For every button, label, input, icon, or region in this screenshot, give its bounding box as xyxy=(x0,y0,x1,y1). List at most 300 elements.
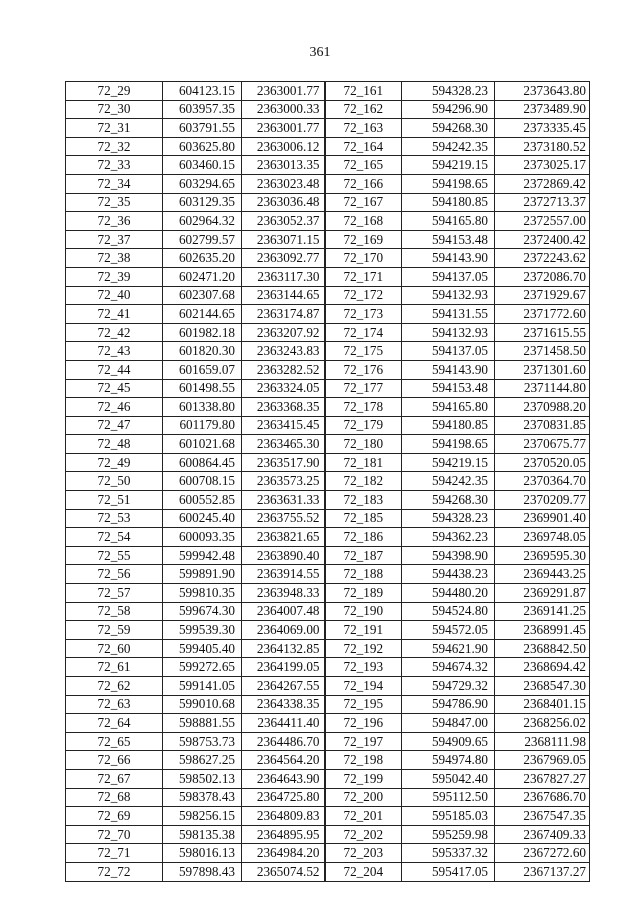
northing-left: 2363821.65 xyxy=(242,528,325,547)
point-id-right: 72_177 xyxy=(325,379,402,398)
point-id-right: 72_181 xyxy=(325,453,402,472)
point-id-left: 72_72 xyxy=(66,862,163,881)
easting-right: 594153.48 xyxy=(402,230,495,249)
easting-left: 600093.35 xyxy=(163,528,242,547)
table-row xyxy=(66,751,590,770)
point-id-left: 72_62 xyxy=(66,677,163,696)
easting-right: 594219.15 xyxy=(402,453,495,472)
northing-right: 2371458.50 xyxy=(495,342,590,361)
table-row xyxy=(66,137,590,156)
easting-left: 599891.90 xyxy=(163,565,242,584)
table-row xyxy=(66,807,590,826)
easting-left: 598016.13 xyxy=(163,844,242,863)
point-id-right: 72_202 xyxy=(325,825,402,844)
northing-left: 2363890.40 xyxy=(242,546,325,565)
table-row xyxy=(66,509,590,528)
northing-left: 2363092.77 xyxy=(242,249,325,268)
table-row xyxy=(66,398,590,417)
table-row xyxy=(66,714,590,733)
northing-left: 2364199.05 xyxy=(242,658,325,677)
point-id-left: 72_31 xyxy=(66,119,163,138)
point-id-right: 72_188 xyxy=(325,565,402,584)
point-id-right: 72_172 xyxy=(325,286,402,305)
northing-left: 2363052.37 xyxy=(242,212,325,231)
point-id-right: 72_194 xyxy=(325,677,402,696)
easting-left: 602799.57 xyxy=(163,230,242,249)
point-id-left: 72_46 xyxy=(66,398,163,417)
point-id-left: 72_41 xyxy=(66,305,163,324)
easting-left: 602471.20 xyxy=(163,267,242,286)
page-number: 361 xyxy=(309,45,331,60)
northing-left: 2364895.95 xyxy=(242,825,325,844)
easting-right: 594909.65 xyxy=(402,732,495,751)
northing-right: 2372086.70 xyxy=(495,267,590,286)
easting-right: 594132.93 xyxy=(402,286,495,305)
northing-right: 2373180.52 xyxy=(495,137,590,156)
northing-right: 2371615.55 xyxy=(495,323,590,342)
point-id-left: 72_60 xyxy=(66,639,163,658)
point-id-left: 72_44 xyxy=(66,360,163,379)
northing-right: 2371301.60 xyxy=(495,360,590,379)
point-id-left: 72_58 xyxy=(66,602,163,621)
northing-left: 2364564.20 xyxy=(242,751,325,770)
coordinate-table-body xyxy=(66,82,590,882)
northing-left: 2363415.45 xyxy=(242,416,325,435)
easting-right: 594268.30 xyxy=(402,491,495,510)
easting-left: 600552.85 xyxy=(163,491,242,510)
table-row xyxy=(66,621,590,640)
easting-right: 594398.90 xyxy=(402,546,495,565)
easting-left: 599141.05 xyxy=(163,677,242,696)
northing-right: 2373025.17 xyxy=(495,156,590,175)
table-row xyxy=(66,472,590,491)
northing-left: 2363243.83 xyxy=(242,342,325,361)
table-row xyxy=(66,119,590,138)
point-id-left: 72_29 xyxy=(66,82,163,101)
easting-right: 594242.35 xyxy=(402,137,495,156)
northing-right: 2371144.80 xyxy=(495,379,590,398)
point-id-left: 72_30 xyxy=(66,100,163,119)
northing-left: 2363013.35 xyxy=(242,156,325,175)
easting-right: 594480.20 xyxy=(402,584,495,603)
easting-left: 599674.30 xyxy=(163,602,242,621)
point-id-right: 72_193 xyxy=(325,658,402,677)
table-row xyxy=(66,286,590,305)
easting-right: 595185.03 xyxy=(402,807,495,826)
table-row xyxy=(66,323,590,342)
northing-left: 2363001.77 xyxy=(242,119,325,138)
table-row xyxy=(66,416,590,435)
table-row xyxy=(66,677,590,696)
northing-right: 2369291.87 xyxy=(495,584,590,603)
point-id-left: 72_35 xyxy=(66,193,163,212)
point-id-right: 72_170 xyxy=(325,249,402,268)
table-row xyxy=(66,174,590,193)
table-row xyxy=(66,100,590,119)
point-id-left: 72_70 xyxy=(66,825,163,844)
easting-right: 594198.65 xyxy=(402,435,495,454)
easting-left: 601659.07 xyxy=(163,360,242,379)
easting-left: 600245.40 xyxy=(163,509,242,528)
easting-left: 598502.13 xyxy=(163,769,242,788)
table-row xyxy=(66,825,590,844)
point-id-right: 72_180 xyxy=(325,435,402,454)
easting-left: 603294.65 xyxy=(163,174,242,193)
table-row xyxy=(66,788,590,807)
coordinate-table xyxy=(65,81,590,882)
northing-right: 2372713.37 xyxy=(495,193,590,212)
northing-left: 2363914.55 xyxy=(242,565,325,584)
easting-right: 594219.15 xyxy=(402,156,495,175)
table-row xyxy=(66,546,590,565)
point-id-left: 72_37 xyxy=(66,230,163,249)
northing-left: 2364267.55 xyxy=(242,677,325,696)
easting-right: 594165.80 xyxy=(402,212,495,231)
northing-right: 2372869.42 xyxy=(495,174,590,193)
easting-left: 602964.32 xyxy=(163,212,242,231)
easting-right: 594137.05 xyxy=(402,267,495,286)
northing-right: 2368991.45 xyxy=(495,621,590,640)
table-row xyxy=(66,565,590,584)
point-id-right: 72_196 xyxy=(325,714,402,733)
northing-right: 2369595.30 xyxy=(495,546,590,565)
point-id-left: 72_67 xyxy=(66,769,163,788)
easting-left: 598881.55 xyxy=(163,714,242,733)
table-row xyxy=(66,528,590,547)
northing-left: 2363631.33 xyxy=(242,491,325,510)
northing-left: 2363282.52 xyxy=(242,360,325,379)
point-id-left: 72_47 xyxy=(66,416,163,435)
easting-left: 602307.68 xyxy=(163,286,242,305)
table-row xyxy=(66,453,590,472)
point-id-right: 72_186 xyxy=(325,528,402,547)
table-row xyxy=(66,305,590,324)
northing-right: 2370675.77 xyxy=(495,435,590,454)
easting-right: 594786.90 xyxy=(402,695,495,714)
easting-left: 601179.80 xyxy=(163,416,242,435)
table-row xyxy=(66,491,590,510)
point-id-right: 72_190 xyxy=(325,602,402,621)
point-id-right: 72_169 xyxy=(325,230,402,249)
point-id-right: 72_183 xyxy=(325,491,402,510)
table-row xyxy=(66,732,590,751)
easting-left: 601338.80 xyxy=(163,398,242,417)
northing-right: 2371929.67 xyxy=(495,286,590,305)
northing-left: 2363755.52 xyxy=(242,509,325,528)
point-id-right: 72_163 xyxy=(325,119,402,138)
easting-left: 602144.65 xyxy=(163,305,242,324)
easting-left: 599405.40 xyxy=(163,639,242,658)
easting-right: 594621.90 xyxy=(402,639,495,658)
northing-right: 2369443.25 xyxy=(495,565,590,584)
point-id-left: 72_55 xyxy=(66,546,163,565)
point-id-left: 72_56 xyxy=(66,565,163,584)
northing-right: 2368842.50 xyxy=(495,639,590,658)
easting-right: 594180.85 xyxy=(402,193,495,212)
table-row xyxy=(66,639,590,658)
point-id-left: 72_69 xyxy=(66,807,163,826)
point-id-left: 72_34 xyxy=(66,174,163,193)
point-id-left: 72_42 xyxy=(66,323,163,342)
easting-left: 598378.43 xyxy=(163,788,242,807)
northing-right: 2368401.15 xyxy=(495,695,590,714)
point-id-left: 72_68 xyxy=(66,788,163,807)
table-row xyxy=(66,360,590,379)
northing-left: 2363036.48 xyxy=(242,193,325,212)
easting-right: 594328.23 xyxy=(402,509,495,528)
easting-right: 594143.90 xyxy=(402,249,495,268)
northing-right: 2367272.60 xyxy=(495,844,590,863)
table-row xyxy=(66,435,590,454)
point-id-right: 72_204 xyxy=(325,862,402,881)
easting-left: 603957.35 xyxy=(163,100,242,119)
point-id-right: 72_178 xyxy=(325,398,402,417)
table-row xyxy=(66,844,590,863)
table-row xyxy=(66,82,590,101)
northing-right: 2368111.98 xyxy=(495,732,590,751)
point-id-right: 72_203 xyxy=(325,844,402,863)
point-id-left: 72_71 xyxy=(66,844,163,863)
easting-left: 602635.20 xyxy=(163,249,242,268)
easting-right: 594137.05 xyxy=(402,342,495,361)
point-id-left: 72_33 xyxy=(66,156,163,175)
northing-left: 2364725.80 xyxy=(242,788,325,807)
easting-right: 594131.55 xyxy=(402,305,495,324)
point-id-right: 72_200 xyxy=(325,788,402,807)
point-id-left: 72_39 xyxy=(66,267,163,286)
northing-right: 2367827.27 xyxy=(495,769,590,788)
point-id-right: 72_198 xyxy=(325,751,402,770)
northing-right: 2369748.05 xyxy=(495,528,590,547)
point-id-left: 72_48 xyxy=(66,435,163,454)
northing-right: 2370209.77 xyxy=(495,491,590,510)
point-id-left: 72_45 xyxy=(66,379,163,398)
northing-left: 2363573.25 xyxy=(242,472,325,491)
point-id-right: 72_189 xyxy=(325,584,402,603)
northing-left: 2364643.90 xyxy=(242,769,325,788)
point-id-right: 72_179 xyxy=(325,416,402,435)
point-id-left: 72_64 xyxy=(66,714,163,733)
table-row xyxy=(66,695,590,714)
easting-right: 594143.90 xyxy=(402,360,495,379)
easting-left: 600708.15 xyxy=(163,472,242,491)
easting-right: 594572.05 xyxy=(402,621,495,640)
easting-right: 594153.48 xyxy=(402,379,495,398)
point-id-left: 72_36 xyxy=(66,212,163,231)
point-id-right: 72_173 xyxy=(325,305,402,324)
easting-left: 603791.55 xyxy=(163,119,242,138)
easting-left: 603460.15 xyxy=(163,156,242,175)
point-id-right: 72_192 xyxy=(325,639,402,658)
northing-left: 2363023.48 xyxy=(242,174,325,193)
easting-right: 595417.05 xyxy=(402,862,495,881)
point-id-right: 72_176 xyxy=(325,360,402,379)
northing-left: 2363324.05 xyxy=(242,379,325,398)
point-id-left: 72_38 xyxy=(66,249,163,268)
northing-right: 2370831.85 xyxy=(495,416,590,435)
northing-left: 2363006.12 xyxy=(242,137,325,156)
easting-right: 594165.80 xyxy=(402,398,495,417)
easting-right: 594729.32 xyxy=(402,677,495,696)
northing-right: 2373489.90 xyxy=(495,100,590,119)
point-id-right: 72_161 xyxy=(325,82,402,101)
point-id-right: 72_195 xyxy=(325,695,402,714)
easting-left: 598753.73 xyxy=(163,732,242,751)
easting-right: 594296.90 xyxy=(402,100,495,119)
easting-right: 594268.30 xyxy=(402,119,495,138)
easting-right: 594180.85 xyxy=(402,416,495,435)
northing-left: 2363001.77 xyxy=(242,82,325,101)
easting-right: 594847.00 xyxy=(402,714,495,733)
table-row xyxy=(66,658,590,677)
northing-left: 2364007.48 xyxy=(242,602,325,621)
easting-left: 603129.35 xyxy=(163,193,242,212)
point-id-right: 72_162 xyxy=(325,100,402,119)
northing-right: 2369901.40 xyxy=(495,509,590,528)
easting-right: 595042.40 xyxy=(402,769,495,788)
table-row xyxy=(66,193,590,212)
northing-right: 2367137.27 xyxy=(495,862,590,881)
table-row xyxy=(66,249,590,268)
table-row xyxy=(66,584,590,603)
northing-right: 2369141.25 xyxy=(495,602,590,621)
easting-left: 600864.45 xyxy=(163,453,242,472)
easting-left: 599010.68 xyxy=(163,695,242,714)
northing-right: 2370364.70 xyxy=(495,472,590,491)
northing-left: 2363368.35 xyxy=(242,398,325,417)
northing-left: 2363517.90 xyxy=(242,453,325,472)
easting-left: 599942.48 xyxy=(163,546,242,565)
northing-right: 2373335.45 xyxy=(495,119,590,138)
northing-left: 2363465.30 xyxy=(242,435,325,454)
northing-left: 2364132.85 xyxy=(242,639,325,658)
easting-left: 603625.80 xyxy=(163,137,242,156)
point-id-right: 72_166 xyxy=(325,174,402,193)
northing-left: 2363117.30 xyxy=(242,267,325,286)
northing-right: 2372243.62 xyxy=(495,249,590,268)
point-id-left: 72_57 xyxy=(66,584,163,603)
table-row xyxy=(66,602,590,621)
point-id-right: 72_197 xyxy=(325,732,402,751)
easting-right: 594242.35 xyxy=(402,472,495,491)
northing-right: 2367409.33 xyxy=(495,825,590,844)
easting-right: 595337.32 xyxy=(402,844,495,863)
point-id-left: 72_49 xyxy=(66,453,163,472)
easting-right: 594438.23 xyxy=(402,565,495,584)
point-id-left: 72_40 xyxy=(66,286,163,305)
table-row xyxy=(66,230,590,249)
point-id-right: 72_187 xyxy=(325,546,402,565)
easting-right: 594362.23 xyxy=(402,528,495,547)
easting-left: 601982.18 xyxy=(163,323,242,342)
northing-right: 2367969.05 xyxy=(495,751,590,770)
easting-left: 601820.30 xyxy=(163,342,242,361)
table-row xyxy=(66,212,590,231)
easting-right: 594674.32 xyxy=(402,658,495,677)
point-id-right: 72_167 xyxy=(325,193,402,212)
easting-left: 597898.43 xyxy=(163,862,242,881)
northing-right: 2368694.42 xyxy=(495,658,590,677)
easting-left: 598256.15 xyxy=(163,807,242,826)
easting-left: 599272.65 xyxy=(163,658,242,677)
easting-left: 601021.68 xyxy=(163,435,242,454)
point-id-right: 72_191 xyxy=(325,621,402,640)
northing-left: 2363071.15 xyxy=(242,230,325,249)
point-id-left: 72_63 xyxy=(66,695,163,714)
easting-right: 594524.80 xyxy=(402,602,495,621)
point-id-right: 72_185 xyxy=(325,509,402,528)
northing-left: 2363174.87 xyxy=(242,305,325,324)
point-id-left: 72_43 xyxy=(66,342,163,361)
point-id-left: 72_59 xyxy=(66,621,163,640)
northing-left: 2363000.33 xyxy=(242,100,325,119)
point-id-right: 72_175 xyxy=(325,342,402,361)
easting-right: 594974.80 xyxy=(402,751,495,770)
easting-left: 604123.15 xyxy=(163,82,242,101)
table-row xyxy=(66,156,590,175)
northing-left: 2364809.83 xyxy=(242,807,325,826)
point-id-right: 72_165 xyxy=(325,156,402,175)
easting-left: 601498.55 xyxy=(163,379,242,398)
point-id-right: 72_171 xyxy=(325,267,402,286)
northing-right: 2368547.30 xyxy=(495,677,590,696)
table-row xyxy=(66,267,590,286)
northing-left: 2364411.40 xyxy=(242,714,325,733)
point-id-left: 72_65 xyxy=(66,732,163,751)
easting-left: 598135.38 xyxy=(163,825,242,844)
point-id-left: 72_66 xyxy=(66,751,163,770)
northing-right: 2373643.80 xyxy=(495,82,590,101)
point-id-right: 72_199 xyxy=(325,769,402,788)
point-id-left: 72_61 xyxy=(66,658,163,677)
northing-left: 2364486.70 xyxy=(242,732,325,751)
point-id-right: 72_182 xyxy=(325,472,402,491)
point-id-right: 72_201 xyxy=(325,807,402,826)
northing-left: 2365074.52 xyxy=(242,862,325,881)
table-row xyxy=(66,342,590,361)
easting-right: 595259.98 xyxy=(402,825,495,844)
point-id-left: 72_53 xyxy=(66,509,163,528)
easting-right: 594132.93 xyxy=(402,323,495,342)
northing-left: 2363144.65 xyxy=(242,286,325,305)
point-id-right: 72_174 xyxy=(325,323,402,342)
northing-right: 2370520.05 xyxy=(495,453,590,472)
northing-right: 2367686.70 xyxy=(495,788,590,807)
easting-left: 598627.25 xyxy=(163,751,242,770)
northing-right: 2368256.02 xyxy=(495,714,590,733)
easting-right: 595112.50 xyxy=(402,788,495,807)
northing-left: 2363207.92 xyxy=(242,323,325,342)
northing-left: 2364069.00 xyxy=(242,621,325,640)
point-id-left: 72_54 xyxy=(66,528,163,547)
northing-right: 2367547.35 xyxy=(495,807,590,826)
point-id-right: 72_164 xyxy=(325,137,402,156)
table-row xyxy=(66,769,590,788)
northing-left: 2364984.20 xyxy=(242,844,325,863)
northing-left: 2363948.33 xyxy=(242,584,325,603)
table-row xyxy=(66,862,590,881)
northing-right: 2372557.00 xyxy=(495,212,590,231)
table-row xyxy=(66,379,590,398)
northing-right: 2371772.60 xyxy=(495,305,590,324)
northing-right: 2372400.42 xyxy=(495,230,590,249)
point-id-left: 72_50 xyxy=(66,472,163,491)
easting-left: 599539.30 xyxy=(163,621,242,640)
easting-left: 599810.35 xyxy=(163,584,242,603)
northing-right: 2370988.20 xyxy=(495,398,590,417)
point-id-left: 72_51 xyxy=(66,491,163,510)
easting-right: 594328.23 xyxy=(402,82,495,101)
